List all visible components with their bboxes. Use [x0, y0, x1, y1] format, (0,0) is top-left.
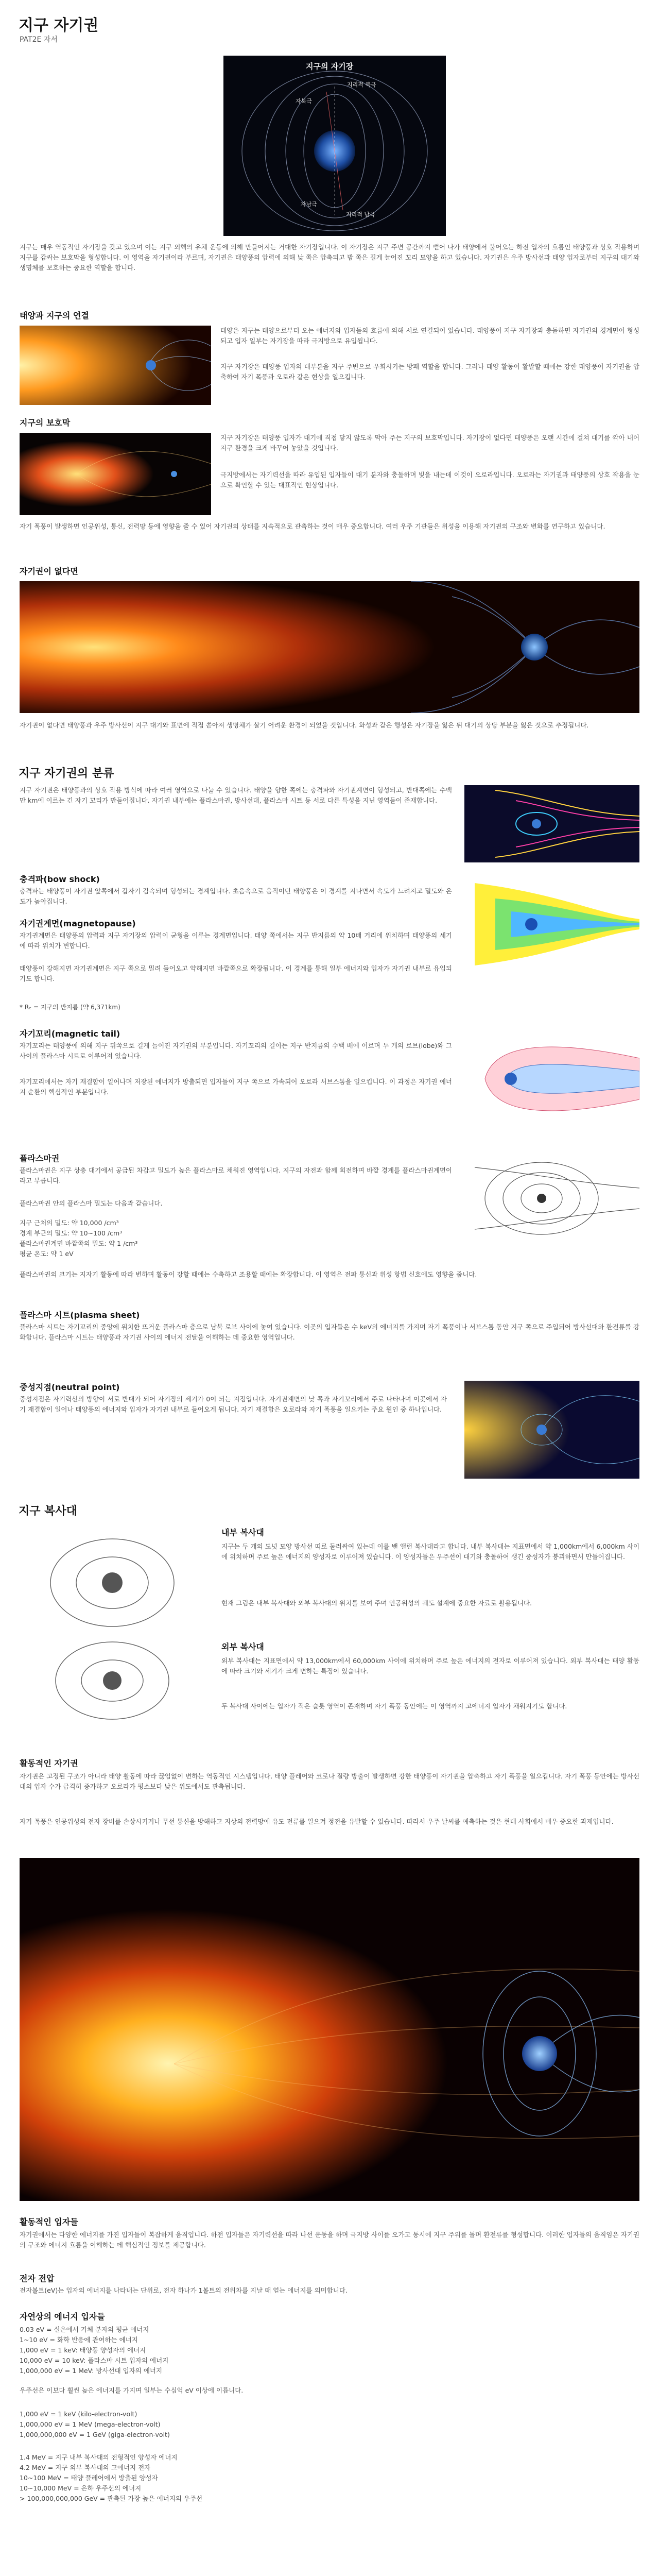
hero-north-label: 지리적 북극: [347, 81, 376, 88]
protection-heading: 지구의 보호막: [20, 418, 71, 428]
active-heading: 활동적인 자기권: [20, 1758, 78, 1768]
bow-shock-text: 충격파는 태양풍이 자기권 앞쪽에서 갑자기 감속되며 형성되는 경계입니다. 초음속으로 움직이던 태양풍은 이 경계를 지나면서 속도가 느려지고 밀도와 온도가 높아집니다.: [20, 887, 452, 905]
structure-diagram-image: [464, 785, 639, 862]
particles-heading: 활동적인 입자들: [20, 2217, 78, 2227]
active-text-2: 자기 폭풍은 인공위성의 전자 장비를 손상시키거나 무선 통신을 방해하고 지상의 전력망에 유도 전류를 일으켜 정전을 유발할 수 있습니다. 따라서 우주 날씨를 예측하는 것은 현대 사회에서 매우 중요한 과제입니다.: [20, 1818, 614, 1825]
magnetopause-note: * Rₑ = 지구의 반지름 (약 6,371km): [20, 1004, 120, 1011]
outer-belt-text: 외부 복사대는 지표면에서 약 13,000km에서 60,000km 사이에 위치하며 주로 높은 에너지의 전자로 이루어져 있습니다. 외부 복사대는 태양 활동에 따라 크기와 세기가 크게 변하는 특징이 있습니다.: [221, 1657, 639, 1675]
list-item: > 100,000,000,000 GeV = 관측된 가장 높은 에너지의 우주선: [20, 2495, 203, 2502]
magnetotail-heading: 자기꼬리(magnetic tail): [20, 1029, 120, 1039]
protection-image: [20, 433, 211, 515]
belts-diagram-image: [20, 1526, 205, 1732]
list-item: 4.2 MeV = 지구 외부 복사대의 고에너지 전자: [20, 2464, 151, 2471]
ev-heading: 전자 전압: [20, 2274, 55, 2283]
solar-activity-image: [20, 1858, 639, 2201]
protection-text-1: 지구 자기장은 태양풍 입자가 대기에 직접 닿지 않도록 막아 주는 지구의 보호막입니다. 자기장이 없다면 태양풍은 오랜 시간에 걸쳐 대기를 깎아 내어 지구 환경을 크게 바꾸어 놓았을 것입니다.: [220, 434, 639, 452]
ev-text: 전자볼트(eV)는 입자의 에너지를 나타내는 단위로, 전자 하나가 1볼트의 전위차를 지날 때 얻는 에너지를 의미합니다.: [20, 2286, 348, 2294]
neutral-point-text: 중성지점은 자기력선의 방향이 서로 반대가 되어 자기장의 세기가 0이 되는 지점입니다. 자기권계면의 낮 쪽과 자기꼬리에서 주로 나타나며 이곳에서 자기 재결합이 일어나 태양풍의 에너지와 입자가 자기권 내부로 들어오게 됩니다. 자기 재결합은 오로라와 자기 폭풍을 일으키는 주요 원인 중 하나입니다.: [20, 1395, 447, 1413]
protection-text-3: 자기 폭풍이 발생하면 인공위성, 통신, 전력망 등에 영향을 줄 수 있어 자기권의 상태를 지속적으로 관측하는 것이 매우 중요합니다. 여러 우주 기관들은 위성을 이용해 자기권의 구조와 변화를 연구하고 있습니다.: [20, 522, 605, 530]
hero-magnetic-north-label: 자북극: [296, 98, 312, 105]
neutral-point-heading: 중성지점(neutral point): [20, 1382, 120, 1392]
plasma-sheet-text: 플라스마 시트는 자기꼬리의 중앙에 위치한 뜨거운 플라스마 층으로 남북 로브 사이에 놓여 있습니다. 이곳의 입자들은 수 keV의 에너지를 가지며 자기 폭풍이나 서브스톰 동안 지구 쪽으로 주입되어 방사선대와 환전류를 강화합니다. 플라스마 시트는 태양풍과 자기권 사이의 에너지 전달을 이해하는 데 중요한 영역입니다.: [20, 1323, 639, 1341]
magnetopause-heading: 자기권계면(magnetopause): [20, 919, 136, 928]
magnetopause-text-2: 태양풍이 강해지면 자기권계면은 지구 쪽으로 밀려 들어오고 약해지면 바깥쪽으로 확장됩니다. 이 경계를 통해 일부 에너지와 입자가 자기권 내부로 유입되기도 합니다.: [20, 964, 452, 982]
plasmasphere-diagram-image: [464, 1152, 639, 1245]
list-item: 1,000 eV = 1 keV: 태양풍 양성자의 에너지: [20, 2346, 146, 2354]
natural-energy-list: [20, 2325, 639, 2376]
list-item: 플라스마권계면 바깥쪽의 밀도: 약 1 /cm³: [20, 1240, 138, 1247]
magnetopause-diagram-image: [464, 873, 639, 976]
plasma-sheet-heading: 플라스마 시트(plasma sheet): [20, 1310, 140, 1320]
list-item: 경계 부근의 밀도: 약 10~100 /cm³: [20, 1229, 123, 1237]
natural-energy-text: 우주선은 이보다 훨씬 높은 에너지를 가지며 일부는 수십억 eV 이상에 이릅니다.: [20, 2386, 244, 2394]
list-item: 10~100 MeV = 태양 플레어에서 방출된 양성자: [20, 2474, 158, 2482]
structure-heading: 지구 자기권의 분류: [19, 767, 114, 780]
solar-wind-image: [20, 326, 211, 405]
magnetotail-text-1: 자기꼬리는 태양풍에 의해 지구 뒤쪽으로 길게 늘어진 자기권의 부분입니다. 자기꼬리의 길이는 지구 반지름의 수백 배에 이르며 두 개의 로브(lobe)와 그 사이의 플라스마 시트로 이루어져 있습니다.: [20, 1042, 452, 1060]
list-item: 1,000,000 eV = 1 MeV: 방사선대 입자의 에너지: [20, 2367, 163, 2375]
page-subtitle: PAT2E 자서: [20, 36, 58, 44]
intro-text: 지구는 매우 역동적인 자기장을 갖고 있으며 이는 지구 외핵의 유체 운동에 의해 만들어지는 거대한 자기장입니다. 이 자기장은 지구 주변 공간까지 뻗어 나가 태양에서 불어오는 하전 입자의 흐름인 태양풍과 상호 작용하며 지구를 감싸는 보호막을 형성합니다. 이 영역을 자기권이라 부르며, 자기권은 태양풍의 압력에 의해 낮 쪽은 압축되고 밤 쪽은 길게 늘어진 꼬리 모양을 하고 있습니다. 자기권은 우주 방사선과 태양 입자로부터 지구의 대기와 생명체를 보호하는 중요한 역할을 합니다.: [20, 243, 639, 272]
list-item: 1,000 eV = 1 keV (kilo-electron-volt): [20, 2410, 137, 2418]
page-title: 지구 자기권: [19, 16, 99, 35]
plasmasphere-list: [20, 1218, 452, 1259]
list-item: 10,000 eV = 10 keV: 플라스마 시트 입자의 에너지: [20, 2357, 169, 2364]
belts-heading: 지구 복사대: [19, 1505, 77, 1518]
magnetopause-text-1: 자기권계면은 태양풍의 압력과 지구 자기장의 압력이 균형을 이루는 경계면입니다. 태양 쪽에서는 지구 반지름의 약 10배 거리에 위치하며 태양풍의 세기에 따라 위치가 변합니다.: [20, 931, 452, 950]
bow-shock-heading: 충격파(bow shock): [20, 874, 100, 884]
structure-text: 지구 자기권은 태양풍과의 상호 작용 방식에 따라 여러 영역으로 나눌 수 있습니다. 태양을 향한 쪽에는 충격파와 자기권계면이 형성되고, 반대쪽에는 수백만 km에 이르는 긴 자기 꼬리가 만들어집니다. 자기권 내부에는 플라스마권, 방사선대, 플라스마 시트 등 서로 다른 특성을 지닌 영역들이 존재합니다.: [20, 786, 452, 804]
solar-wind-text-1: 태양은 지구는 태양으로부터 오는 에너지와 입자들의 흐름에 의해 서로 연결되어 있습니다. 태양풍이 지구 자기장과 충돌하면 자기권의 경계면이 형성되고 입자 일부는 자기장을 따라 극지방으로 유입됩니다.: [220, 327, 639, 345]
magnetotail-diagram-image: [464, 1027, 639, 1130]
magnetotail-text-2: 자기꼬리에서는 자기 재결합이 일어나며 저장된 에너지가 방출되면 입자들이 지구 쪽으로 가속되어 오로라 서브스톰을 일으킵니다. 이 과정은 자기권 에너지 순환의 핵심적인 부분입니다.: [20, 1078, 452, 1096]
energy-examples-list: [20, 2452, 639, 2504]
natural-energy-heading: 자연상의 에너지 입자들: [20, 2312, 105, 2321]
list-item: 1,000,000,000 eV = 1 GeV (giga-electron-volt): [20, 2431, 170, 2438]
solar-wind-heading: 태양과 지구의 연결: [20, 311, 89, 320]
plasmasphere-text-3: 플라스마권의 크기는 지자기 활동에 따라 변하며 활동이 강할 때에는 수축하고 조용할 때에는 확장합니다. 이 영역은 전파 통신과 위성 항법 신호에도 영향을 줍니다.: [20, 1270, 477, 1278]
list-item: 10~10,000 MeV = 은하 우주선의 에너지: [20, 2484, 142, 2492]
neutral-point-diagram-image: [464, 1381, 639, 1479]
without-heading: 자기권이 없다면: [20, 566, 78, 576]
hero-south-label: 지리적 남극: [346, 211, 375, 218]
inner-belt-note: 현재 그림은 내부 복사대와 외부 복사대의 위치를 보여 주며 인공위성의 궤도 설계에 중요한 자료로 활용됩니다.: [221, 1599, 532, 1607]
protection-text-2: 극지방에서는 자기력선을 따라 유입된 입자들이 대기 분자와 충돌하며 빛을 내는데 이것이 오로라입니다. 오로라는 자기권과 태양풍의 상호 작용을 눈으로 확인할 수 있는 대표적인 현상입니다.: [220, 471, 639, 489]
active-text-1: 자기권은 고정된 구조가 아니라 태양 활동에 따라 끊임없이 변하는 역동적인 시스템입니다. 태양 플레어와 코로나 질량 방출이 발생하면 강한 태양풍이 자기권을 압축하고 자기 폭풍을 일으킵니다. 자기 폭풍 동안에는 방사선대의 입자 수가 급격히 증가하고 오로라가 평소보다 낮은 위도에서도 관측됩니다.: [20, 1772, 639, 1790]
solar-wind-text-2: 지구 자기장은 태양풍 입자의 대부분을 지구 주변으로 우회시키는 방패 역할을 합니다. 그러나 태양 활동이 활발할 때에는 강한 태양풍이 자기권을 압축하여 자기 폭풍과 오로라 같은 현상을 일으킵니다.: [220, 363, 639, 381]
plasmasphere-text-2: 플라스마권 안의 플라스마 밀도는 다음과 같습니다.: [20, 1199, 163, 1207]
hero-title-label: 지구의 자기장: [306, 62, 354, 71]
without-text: 자기권이 없다면 태양풍과 우주 방사선이 지구 대기와 표면에 직접 쏟아져 생명체가 살기 어려운 환경이 되었을 것입니다. 화성과 같은 행성은 자기장을 잃은 뒤 대기의 상당 부분을 잃은 것으로 추정됩니다.: [20, 721, 589, 729]
list-item: 1.4 MeV = 지구 내부 복사대의 전형적인 양성자 에너지: [20, 2453, 178, 2461]
hero-magnetosphere-image: [223, 56, 446, 236]
list-item: 평균 온도: 약 1 eV: [20, 1250, 74, 1258]
hero-magnetic-south-label: 자남극: [301, 201, 317, 208]
solar-flare-image: [20, 581, 639, 713]
unit-list: [20, 2409, 639, 2440]
outer-belt-note: 두 복사대 사이에는 입자가 적은 슬롯 영역이 존재하며 자기 폭풍 동안에는 이 영역까지 고에너지 입자가 채워지기도 합니다.: [221, 1702, 567, 1710]
inner-belt-heading: 내부 복사대: [221, 1528, 264, 1537]
list-item: 1,000,000 eV = 1 MeV (mega-electron-volt): [20, 2420, 161, 2428]
list-item: 1~10 eV = 화학 반응에 관여하는 에너지: [20, 2336, 138, 2344]
particles-text: 자기권에서는 다양한 에너지를 가진 입자들이 복잡하게 움직입니다. 하전 입자들은 자기력선을 따라 나선 운동을 하며 극지방 사이를 오가고 동시에 지구 주위를 돌며 환전류를 형성합니다. 이러한 입자들의 움직임은 자기권의 구조와 에너지 흐름을 이해하는 데 핵심적인 정보를 제공합니다.: [20, 2231, 639, 2249]
outer-belt-heading: 외부 복사대: [221, 1642, 264, 1652]
list-item: 지구 근처의 밀도: 약 10,000 /cm³: [20, 1219, 119, 1227]
plasmasphere-text-1: 플라스마권은 지구 상층 대기에서 공급된 차갑고 밀도가 높은 플라스마로 채워진 영역입니다. 지구의 자전과 함께 회전하며 바깥 경계를 플라스마권계면이라고 부릅니다.: [20, 1166, 452, 1184]
list-item: 0.03 eV = 실온에서 기체 분자의 평균 에너지: [20, 2326, 149, 2333]
inner-belt-text: 지구는 두 개의 도넛 모양 방사선 띠로 둘러싸여 있는데 이를 밴 앨런 복사대라고 합니다. 내부 복사대는 지표면에서 약 1,000km에서 6,000km 사이에 위치하며 주로 높은 에너지의 양성자로 이루어져 있습니다. 이 양성자들은 우주선이 대기와 충돌하여 생긴 중성자가 붕괴하면서 만들어집니다.: [221, 1543, 639, 1561]
plasmasphere-heading: 플라스마권: [20, 1154, 60, 1163]
